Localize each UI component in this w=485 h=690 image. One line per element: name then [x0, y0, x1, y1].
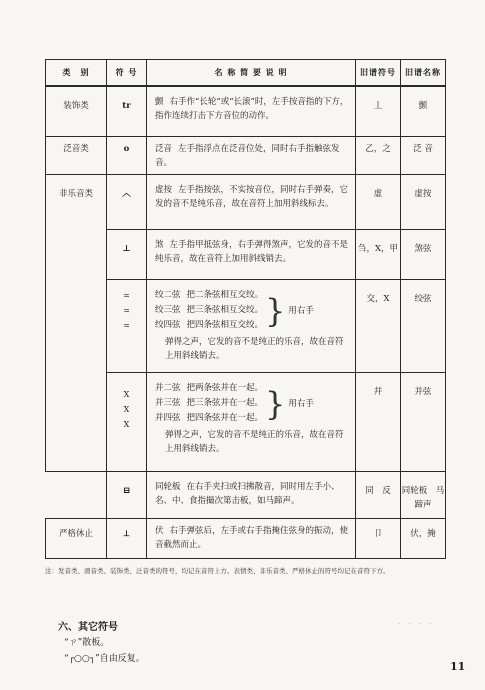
term-group — [155, 381, 351, 426]
term-text: 把四条弦相互交绞。 — [186, 320, 264, 331]
term-text: 右手作“长轮”或“长滚”时，左手按音指的下方，指作连续打击下方音位的动作。 — [155, 97, 349, 122]
symbol-cell: ⊟ — [107, 472, 147, 518]
group-item — [155, 318, 263, 333]
old-name-cell: 绞弦 — [401, 280, 446, 373]
merge-symbol: X — [123, 420, 130, 430]
symbol-list-cell — [107, 280, 147, 373]
term-name: 并二弦 — [155, 383, 181, 394]
term-text: 把四条弦并在一起。 — [186, 413, 264, 424]
symbol-list-cell — [107, 373, 147, 472]
twist-symbol: ≍ — [123, 291, 130, 301]
old-name-cell: 同轮板 马蹄声 — [401, 472, 446, 518]
term-text: 右手弹弦后，左手或右手指掩住弦身的振动，使音截然而止。 — [155, 525, 349, 550]
twist-symbol: ≍ — [123, 306, 130, 316]
row-harmonic — [46, 136, 446, 174]
term-text: 把两条弦并在一起。 — [186, 383, 264, 394]
empty-category-cell — [46, 472, 107, 518]
term-name: 同轮板 — [155, 482, 181, 493]
old-name-cell: 煞弦 — [401, 229, 446, 279]
term-name: 绞三弦 — [155, 305, 181, 316]
term-text: 左手指按弦，不实按音位，同时右手弹奏，它发的音不是纯乐音，故在音符上加用斜线标去。 — [155, 185, 349, 210]
group-item — [155, 288, 263, 303]
header-description: 名 称 简 要 说 明 — [147, 60, 356, 87]
symbol-cell: ︿ — [107, 175, 147, 230]
category-cell: 严格休止 — [46, 518, 107, 558]
term-group — [155, 288, 351, 333]
header-old-name: 旧谱名称 — [401, 60, 446, 87]
term-text: 左手指浮点在泛音位处，同时右手指触弦发音。 — [155, 143, 340, 168]
section-line: “┌○○┐”自由反复。 — [64, 654, 145, 664]
description-cell — [147, 86, 356, 136]
brace-glyph: } — [265, 291, 286, 330]
description-cell — [147, 518, 356, 558]
brace-glyph: } — [265, 384, 286, 423]
section-line: “ㄗ”散板。 — [64, 638, 110, 648]
term-name: 颤 — [155, 97, 164, 107]
term-name: 伏 — [155, 525, 164, 536]
description-cell — [147, 373, 356, 472]
old-name-cell: 虚按 — [401, 175, 446, 230]
term-name: 绞四弦 — [155, 320, 181, 331]
old-symbol-cell: 卩 — [356, 518, 401, 558]
group-item — [155, 303, 263, 318]
term-name: 虚按 — [155, 185, 173, 196]
page-number: 11 — [450, 660, 466, 673]
old-symbol-cell: 交，X — [356, 280, 401, 373]
description-cell — [147, 175, 356, 230]
term-name: 煞 — [155, 239, 164, 250]
old-symbol-cell: 刍，X，甲 — [356, 229, 401, 279]
term-text: 在右手夹扫或扫拂散音，同时用左手小、名、中、食指撮次第击板，如马蹄声。 — [155, 482, 340, 507]
term-text: 把三条弦并在一起。 — [186, 398, 264, 409]
old-name-cell: 泛 音 — [401, 136, 446, 174]
faint-marks: · · · · — [398, 620, 435, 628]
table-header-row — [46, 60, 446, 87]
row-ornament — [46, 86, 446, 136]
term-text: 左手指甲抵弦身，右手弹得煞声，它发的音不是纯乐音，故在音符上加用斜线销去。 — [155, 239, 349, 264]
old-symbol-cell: 乙，之 — [356, 136, 401, 174]
old-symbol-cell: 同 反 — [356, 472, 401, 518]
symbol-cell: tr — [107, 86, 147, 136]
term-name: 绞二弦 — [155, 290, 181, 301]
term-name: 并三弦 — [155, 398, 181, 409]
group-note: 弹得之声，它发的音不是纯正的乐音，故在音符上用斜线销去。 — [165, 430, 344, 455]
category-cell: 装饰类 — [46, 86, 107, 136]
symbol-cell: o — [107, 136, 147, 174]
term-text: 把三条弦相互交绞。 — [186, 305, 264, 316]
category-cell: 非乐音类 — [46, 175, 107, 472]
section-title: 六、其它符号 — [58, 622, 118, 633]
group-note: 弹得之声，它发的音不是纯正的乐音，故在音符上用斜线销去。 — [165, 337, 344, 362]
old-name-cell: 颤 — [401, 86, 446, 136]
group-item — [155, 396, 263, 411]
category-cell: 泛音类 — [46, 136, 107, 174]
term-text: 把二条弦相互交绞。 — [186, 290, 264, 301]
header-old-symbol: 旧谱符号 — [356, 60, 401, 87]
group-item — [155, 411, 263, 426]
term-name: 泛音 — [155, 143, 173, 154]
row-virtual-press — [46, 175, 446, 230]
group-item — [155, 381, 263, 396]
hand-note: 用右手 — [288, 398, 314, 409]
old-name-cell: 并弦 — [401, 373, 446, 472]
old-symbol-cell: 虚 — [356, 175, 401, 230]
old-symbol-cell: 丄 — [356, 86, 401, 136]
symbol-cell: ⊥ — [107, 229, 147, 279]
row-wheel-board — [46, 472, 446, 518]
row-strict-rest — [46, 518, 446, 558]
merge-symbol: X — [123, 390, 130, 400]
twist-symbol: ≍ — [123, 321, 130, 331]
description-cell — [147, 136, 356, 174]
hand-note: 用右手 — [288, 305, 314, 316]
symbol-cell: ⟂ — [107, 518, 147, 558]
merge-symbol: X — [123, 405, 130, 415]
description-cell — [147, 229, 356, 279]
header-category: 类 别 — [46, 60, 107, 87]
notation-symbol-table — [45, 59, 446, 559]
old-name-cell: 伏，掩 — [401, 518, 446, 558]
term-name: 并四弦 — [155, 413, 181, 424]
old-symbol-cell: 幷 — [356, 373, 401, 472]
description-cell — [147, 280, 356, 373]
header-symbol: 符 号 — [107, 60, 147, 87]
table-footnote: 注：发音类、滑音类、装饰类、泛音类的符号，均记在音符上方。表情类、非乐音类、严格休止的符号均记在音符下方。 — [45, 567, 390, 575]
description-cell — [147, 472, 356, 518]
